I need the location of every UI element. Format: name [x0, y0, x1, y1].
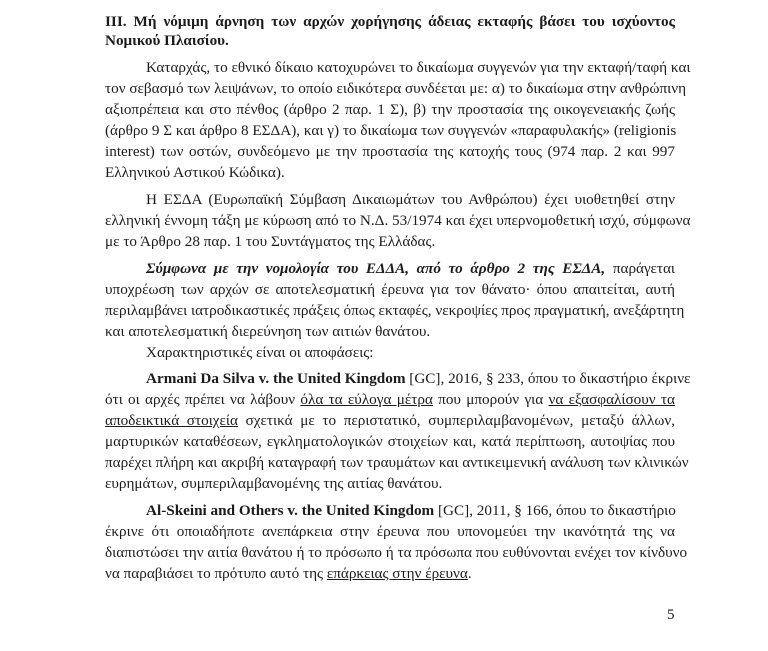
- case2-name: Al-Skeini and Others v. the United Kingdom: [146, 502, 435, 519]
- case2-text: .: [467, 565, 472, 582]
- case1-underline-evidence: αποδεικτικά στοιχεία: [105, 412, 238, 429]
- section-heading-line-2: Νομικού Πλαισίου.: [105, 32, 229, 49]
- para1-line-3: αξιοπρέπεια και στο πένθος (άρθρο 2 παρ. 1 Σ), β) την προστασία της οικογενειακής ζωής: [105, 101, 675, 118]
- para2-line-3: με το Άρθρο 28 παρ. 1 του Συντάγματος της Ελλάδας.: [105, 233, 436, 250]
- para3-line-2: υποχρέωση των αρχών σε αποτελεσματική έρευνα για τον θάνατο· όπου απαιτείται, αυτή: [105, 281, 675, 298]
- case1-underline-reasonable-measures: όλα τα εύλογα μέτρα: [300, 391, 433, 408]
- para3-line-4: και αποτελεσματική διερεύνηση των αιτιών θανάτου.: [105, 323, 431, 340]
- case1-ref: [GC], 2016, § 233, όπου το δικαστήριο έκρινε: [405, 370, 691, 387]
- case1-underline-secure: να εξασφαλίσουν τα: [548, 391, 675, 408]
- case1-name: Armani Da Silva v. the United Kingdom: [146, 370, 406, 387]
- case1-line-6: ευρημάτων, συμπεριλαμβανομένης της αιτίας θανάτου.: [105, 475, 443, 492]
- case2-line-1: [146, 501, 675, 520]
- case1-line-1: [146, 369, 691, 388]
- para2-line-2: ελληνική έννομη τάξη με κύρωση από το Ν.Δ. 53/1974 και έχει υπερνομοθετική ισχύ, σύμφωνα: [105, 212, 691, 229]
- case1-text: ότι οι αρχές πρέπει να λάβουν: [105, 391, 301, 408]
- case1-text: που μπορούν για: [432, 391, 549, 408]
- case1-line-2: [105, 390, 675, 409]
- para3-lead-rest: παράγεται: [605, 260, 675, 277]
- para1-line-5: interest) των οστών, συνδεόμενο με την προστασία της κατοχής τους (974 παρ. 2 και 997: [105, 143, 675, 160]
- case2-ref: [GC], 2011, § 166, όπου το δικαστήριο: [434, 502, 676, 519]
- para3-lead-emphasis: Σύμφωνα με την νομολογία του ΕΔΔΑ, από το άρθρο 2 της ΕΣΔΑ,: [146, 260, 606, 277]
- para3-line-1: [146, 259, 675, 278]
- para3-line-3: περιλαμβάνει ιατροδικαστικές πράξεις όπως εκταφές, νεκροψίες προς πραγματική, ανεξάρτητη: [105, 302, 685, 319]
- case1-text: σχετικά με το περιστατικό, συμπεριλαμβανομένων, μεταξύ άλλων,: [237, 412, 675, 429]
- para1-line-2: τον σεβασμό των λειψάνων, το οποίο ειδικότερα συνδέεται με: α) το δικαίωμα στην ανθρώπινη: [105, 80, 687, 97]
- case2-line-2: έκρινε ότι οποιαδήποτε ανεπάρκεια στην έρευνα που υπονομεύει την ικανότητά της να: [105, 523, 675, 540]
- page-number: 5: [667, 607, 675, 623]
- case1-line-3: [105, 411, 675, 430]
- para1-line-1: Καταρχάς, το εθνικό δίκαιο κατοχυρώνει το δικαίωμα συγγενών για την εκταφή/ταφή και: [146, 59, 691, 76]
- case2-underline-adequacy: επάρκειας στην έρευνα: [326, 565, 468, 582]
- case1-line-5: παρέχει πλήρη και ακριβή καταγραφή των τραυμάτων και αντικειμενική ανάλυση των κλινικών: [105, 454, 689, 471]
- case2-line-3: διαπιστώσει την αιτία θανάτου ή το πρόσωπο ή τα πρόσωπα που ευθύνονται ενέχει τον κίνδυνο: [105, 544, 688, 561]
- para4-line: Χαρακτηριστικές είναι οι αποφάσεις:: [146, 344, 374, 361]
- case1-line-4: μαρτυρικών καταθέσεων, εγκληματολογικών στοιχείων και, κατά περίπτωση, αυτοψίας που: [105, 433, 675, 450]
- para1-line-4: (άρθρο 9 Σ και άρθρο 8 ΕΣΔΑ), και γ) το δικαίωμα των συγγενών «παραφυλακής» (religionis: [105, 122, 677, 139]
- case2-line-4: [105, 564, 472, 583]
- section-heading-line-1: III. Μή νόμιμη άρνηση των αρχών χορήγησης άδειας εκταφής βάσει του ισχύοντος: [105, 13, 675, 30]
- case2-text: να παραβιάσει το πρότυπο αυτό της: [105, 565, 327, 582]
- para2-line-1: Η ΕΣΔΑ (Ευρωπαϊκή Σύμβαση Δικαιωμάτων του Ανθρώπου) έχει υιοθετηθεί στην: [146, 191, 675, 208]
- para1-line-6: Ελληνικού Αστικού Κώδικα).: [105, 164, 285, 181]
